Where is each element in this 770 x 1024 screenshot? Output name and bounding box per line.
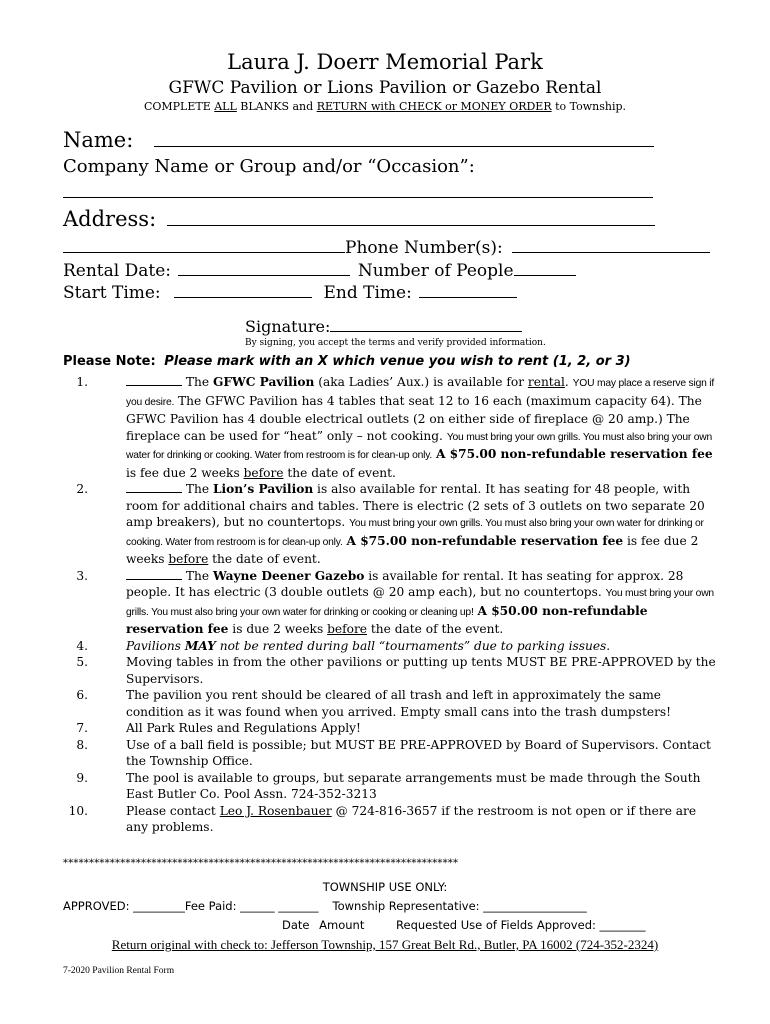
name-field[interactable] — [63, 128, 654, 152]
list-item: 6. The pavilion you rent should be cleared of all trash and left in approximately the same condition as it was found when you arrived. Empty small cans into the trash dumpsters! — [76, 688, 672, 719]
rental-date-label: Rental Date: — [63, 261, 172, 281]
list-item: 8. Use of a ball field is possible; but MUST BE PRE-APPROVED by Board of Supervisors. Contact the Township Office. — [76, 737, 711, 768]
please-note — [63, 354, 631, 369]
venue-checkbox-gfwc[interactable] — [126, 374, 182, 386]
address-label: Address: — [63, 207, 157, 231]
signature-field[interactable] — [245, 317, 522, 336]
end-time-blank[interactable] — [419, 296, 517, 298]
office-date-row — [282, 918, 646, 932]
list-item: 2. The Lion’s Pavilion is also available for rental. It has seating for 48 people, with room for additional chairs and tables. There is electric (2 sets of 3 outlets on two separate 20 amp breakers), but no countertops. You must bring your own grills. You must also bring your own water for drinking or cooking. Water from restroom is for clean-up only. A $75.00 non-refundable reservation fee is fee due 2 weeks before the date of event. — [76, 482, 705, 566]
please-note-text: Please mark with an X which venue you wish to rent (1, 2, or 3) — [164, 354, 631, 369]
name-blank[interactable] — [154, 145, 654, 147]
end-time-label: End Time: — [323, 283, 412, 303]
address-blank[interactable] — [167, 224, 655, 226]
num-people-label: Number of People — [357, 261, 514, 281]
company-label: Company Name or Group and/or “Occasion”: — [63, 156, 475, 177]
num-people-blank[interactable] — [514, 274, 576, 276]
rental-date-row[interactable] — [63, 261, 576, 281]
office-use-title: TOWNSHIP USE ONLY: — [322, 880, 448, 894]
fields-approved-field[interactable]: Requested Use of Fields Approved: ________ — [396, 918, 646, 932]
signature-blank[interactable] — [330, 330, 522, 332]
company-blank[interactable] — [63, 183, 653, 202]
phone-label: Phone Number(s): — [345, 238, 503, 258]
form-instructions: COMPLETE ALL BLANKS and RETURN with CHECK or MONEY ORDER to Township. — [143, 100, 627, 113]
office-approval-row[interactable] — [63, 899, 587, 913]
form-footer: 7-2020 Pavilion Rental Form — [63, 966, 175, 976]
address-field[interactable] — [63, 207, 655, 231]
approved-field[interactable]: APPROVED: _________ — [63, 899, 185, 913]
separator-line: **************************************************************************** — [63, 858, 459, 869]
signature-label: Signature: — [245, 317, 331, 336]
name-label: Name: — [63, 128, 134, 152]
rules-list — [63, 374, 718, 836]
phone-row[interactable] — [63, 238, 710, 258]
address-line2-blank[interactable] — [63, 251, 345, 253]
date-caption: Date — [282, 918, 310, 932]
phone-blank[interactable] — [512, 251, 710, 253]
township-rep-field[interactable]: Township Representative: __________________ — [332, 899, 587, 913]
start-time-blank[interactable] — [174, 296, 312, 298]
signature-note: By signing, you accept the terms and verify provided information. — [245, 338, 546, 348]
form-subtitle: GFWC Pavilion or Lions Pavilion or Gazebo Rental — [168, 78, 602, 98]
return-address: Return original with check to: Jefferson Township, 157 Great Belt Rd., Butler, PA 16002 (724-352-2324) — [111, 937, 659, 952]
time-row[interactable] — [63, 283, 517, 303]
amount-caption: Amount — [319, 918, 365, 932]
list-item: 10. Please contact Leo J. Rosenbauer @ 724-816-3657 if the restroom is not open or if there are any problems. — [68, 803, 697, 834]
list-item: 4. Pavilions MAY not be rented during ball “tournaments” due to parking issues. — [76, 638, 611, 653]
start-time-label: Start Time: — [63, 283, 161, 303]
list-item: 5. Moving tables in from the other pavilions or putting up tents MUST BE PRE-APPROVED by the Supervisors. — [76, 655, 716, 686]
venue-checkbox-gazebo[interactable] — [126, 568, 182, 580]
list-item: 3. The Wayne Deener Gazebo is available for rental. It has seating for approx. 28 people. It has electric (3 double outlets @ 20 amp each), but no countertops. You must bring your own grills. You must also bring your own water for drinking or cooking or cleaning up! A $50.00 non-refundable reservation fee is due 2 weeks before the date of the event. — [76, 568, 714, 636]
venue-checkbox-lions[interactable] — [126, 481, 182, 493]
fee-paid-field[interactable]: Fee Paid: ______ _______ — [184, 899, 319, 913]
please-note-label: Please Note: — [63, 354, 156, 369]
list-item: 7. All Park Rules and Regulations Apply! — [76, 721, 361, 735]
page-title: Laura J. Doerr Memorial Park — [227, 50, 543, 74]
list-item: 9. The pool is available to groups, but separate arrangements must be made through the South East Butler Co. Pool Assn. 724-352-3213 — [76, 770, 701, 801]
list-item: 1. The GFWC Pavilion (aka Ladies’ Aux.) is available for rental. YOU may place a reserve sign if you desire. The GFWC Pavilion has 4 tables that seat 12 to 16 each (maximum capacity 64). The GFWC Pavilion has 4 double electrical outlets (2 on either side of fireplace @ 20 amp.) The fireplace can be used for “heat” only – not cooking. You must bring your own grills. You must also bring your own water for drinking or cooking. Water from restroom is for clean-up only. A $75.00 non-refundable reservation fee is fee due 2 weeks before the date of event. — [76, 375, 715, 480]
rental-date-blank[interactable] — [178, 274, 350, 276]
